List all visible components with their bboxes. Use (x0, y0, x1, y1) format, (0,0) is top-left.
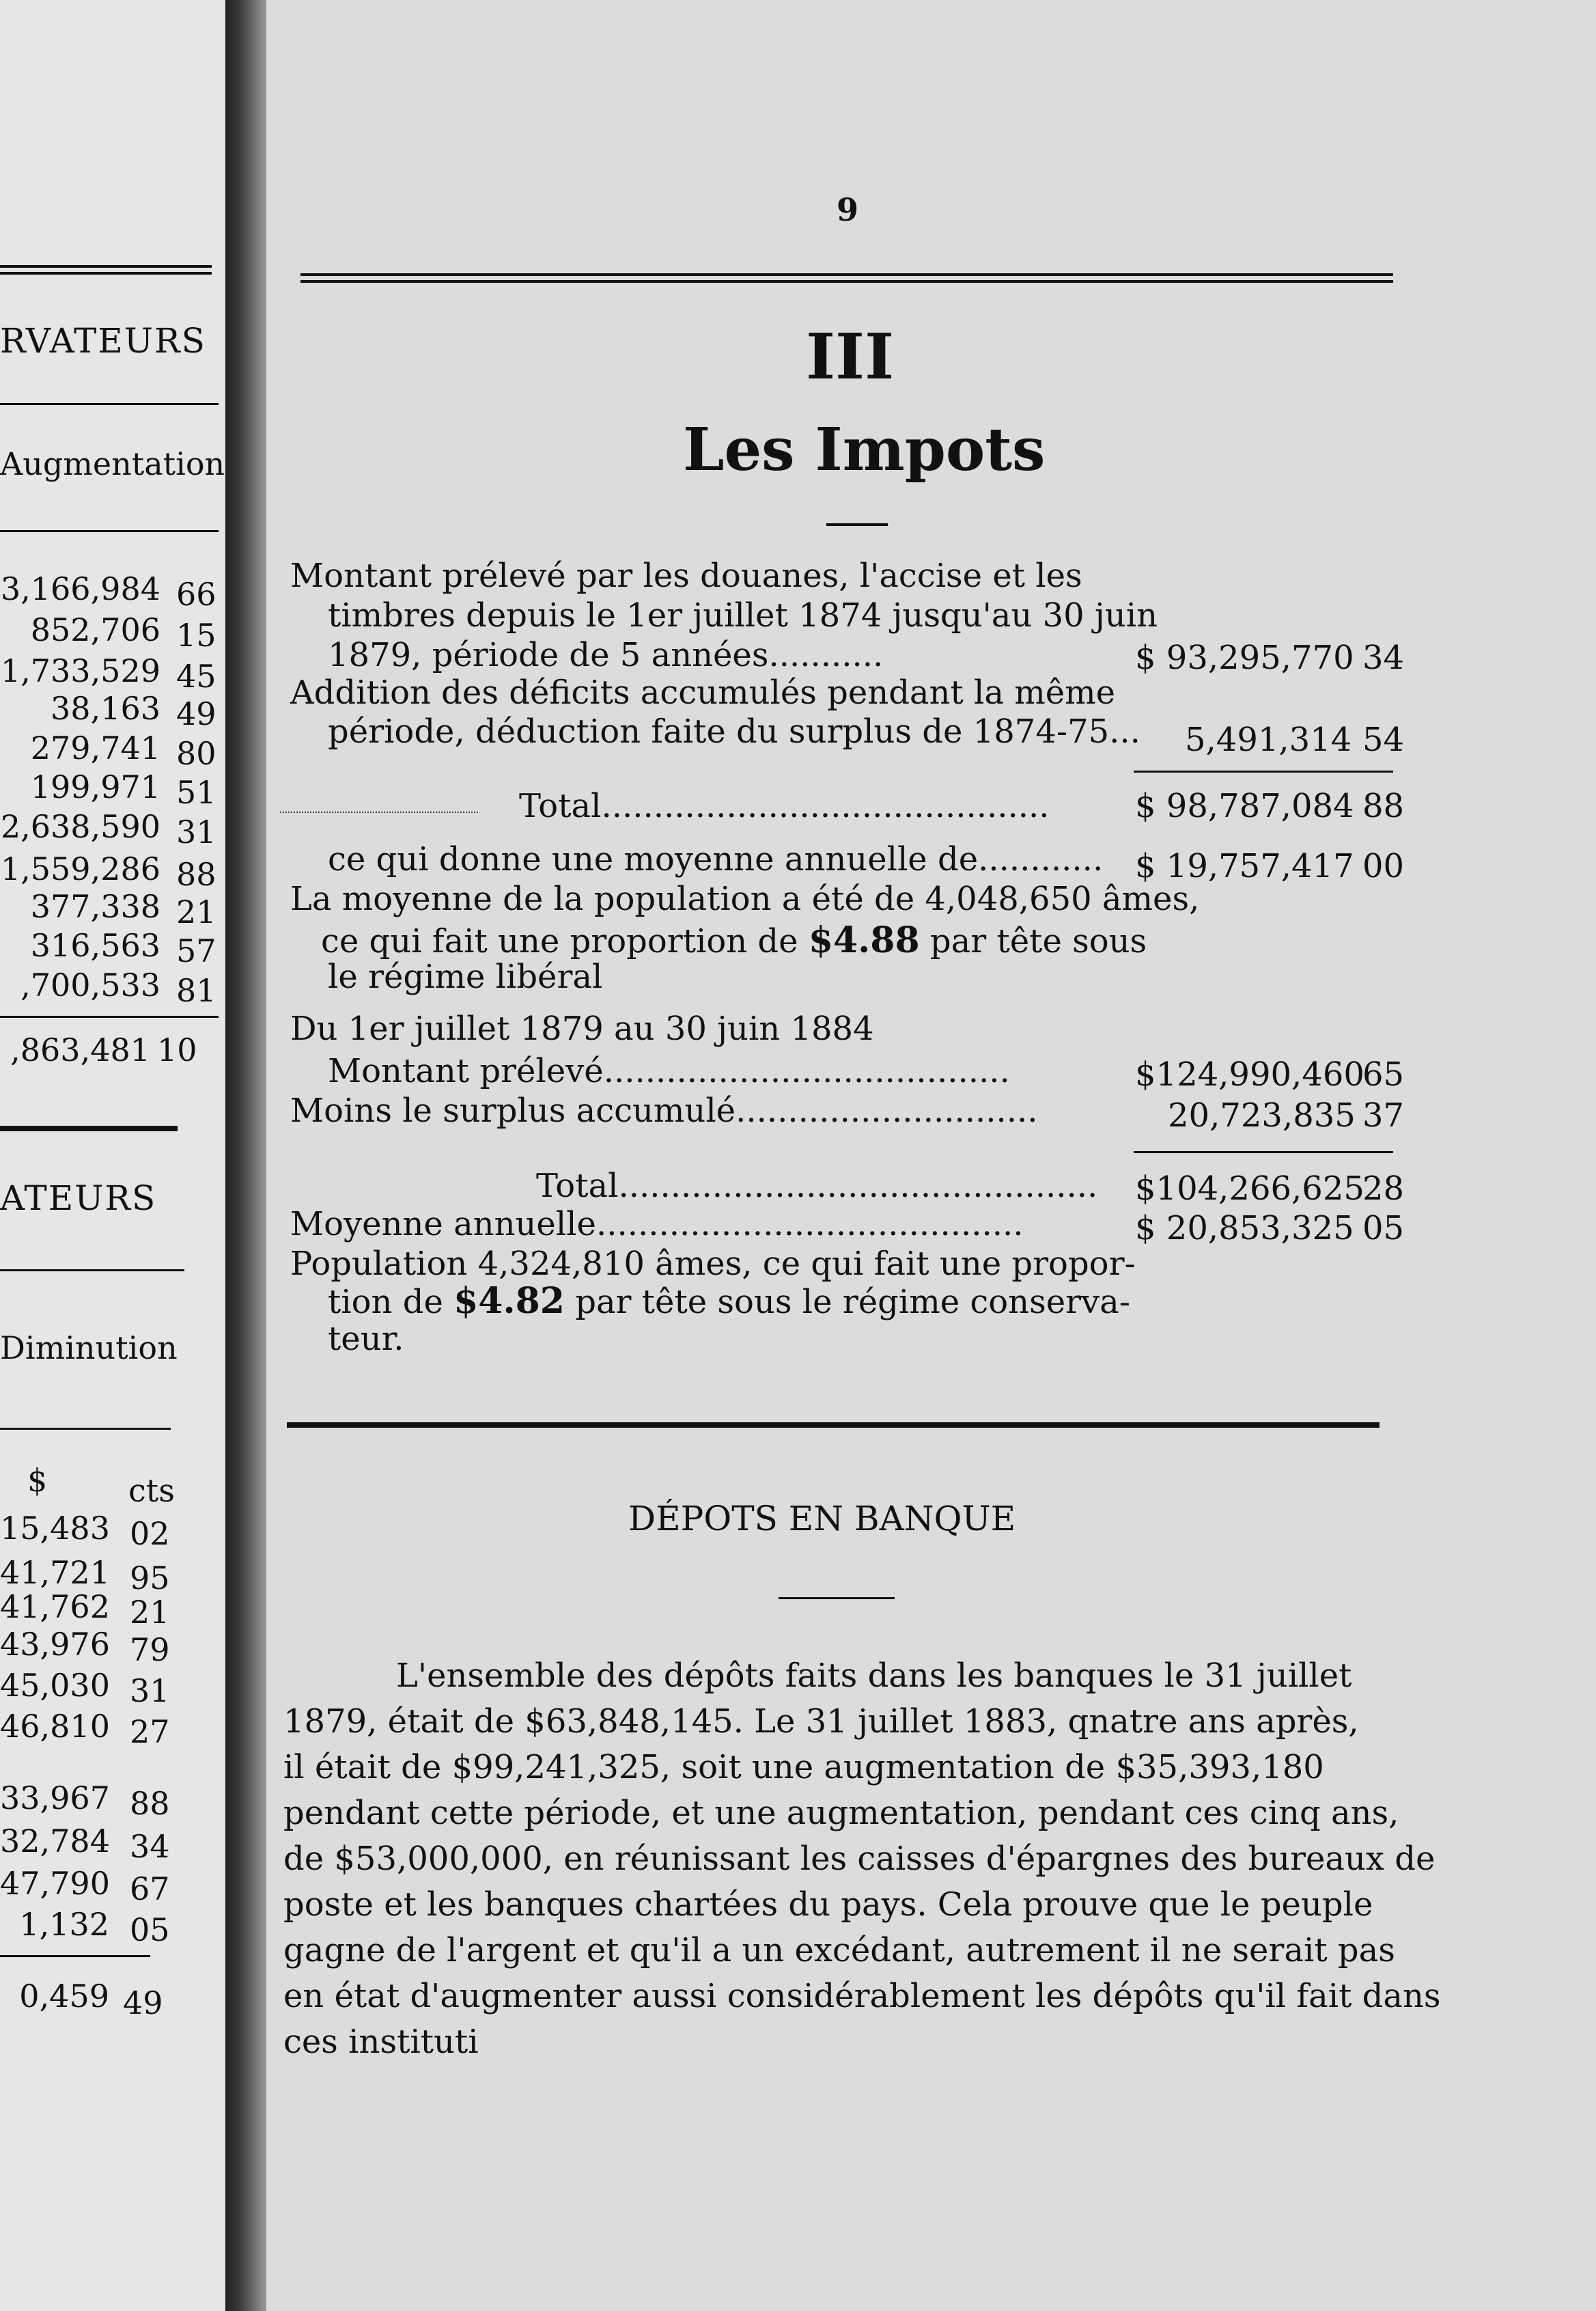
augmentation-value: 2,638,590 (0, 808, 160, 845)
total-rule-1 (1134, 771, 1393, 773)
deposits-paragraph-line: pendant cette période, et une augmentation, pendant ces cinq ans, (283, 1794, 1399, 1832)
augmentation-value: ,700,533 (20, 967, 160, 1004)
surplus-label: Moins le surplus accumulé............................. (290, 1092, 1038, 1130)
augmentation-total: ,863,481 (10, 1032, 150, 1068)
total-2-cents: 28 (1362, 1170, 1405, 1208)
total-rule-2 (1134, 1151, 1393, 1153)
average-1-cents: 00 (1362, 847, 1405, 885)
section-rule (0, 1126, 178, 1131)
diminution-total-cents: 49 (123, 1984, 163, 2021)
deposits-paragraph-line: en état d'augmenter aussi considérablement les dépôts qu'il fait dans (283, 1977, 1441, 2015)
impots-amount-1: $ 93,295,770 (1135, 639, 1354, 677)
impots-cents-2: 54 (1362, 721, 1405, 759)
augmentation-value: 38,163 (51, 690, 160, 727)
augmentation-value: 199,971 (30, 769, 160, 805)
total2-rule (0, 1955, 150, 1957)
diminution-cents: 34 (130, 1828, 170, 1865)
diminution-value: 45,030 (0, 1667, 110, 1704)
augmentation-cents: 31 (176, 814, 216, 850)
augmentation-cents: 49 (176, 695, 216, 732)
surplus-amount: 20,723,835 (1168, 1096, 1356, 1135)
augmentation-cents: 66 (176, 576, 216, 613)
average-2-amount: $ 20,853,325 (1135, 1209, 1354, 1247)
period-2-heading: Du 1er juillet 1879 au 30 juin 1884 (290, 1010, 874, 1048)
deposits-paragraph-line: poste et les banques chartées du pays. Cela prouve que le peuple (283, 1885, 1373, 1924)
population-1-text-a: ce qui fait une proportion de (321, 922, 809, 960)
cents-label: cts (128, 1472, 175, 1509)
levied-label: Montant prélevé....................................... (328, 1052, 1010, 1090)
diminution-value: 41,721 (0, 1554, 110, 1591)
impots-cents-1: 34 (1362, 639, 1405, 677)
population-1-text-c: par tête sous (919, 922, 1147, 960)
subheader-rule (0, 530, 219, 532)
total-2-label: Total.............................................. (536, 1167, 1098, 1205)
augmentation-cents: 51 (176, 774, 216, 811)
diminution-value: 32,784 (0, 1823, 110, 1859)
average-2-label: Moyenne annuelle......................................... (290, 1205, 1024, 1243)
population-2-line-3: teur. (328, 1320, 404, 1358)
deposits-paragraph-line: de $53,000,000, en réunissant les caisses d'épargnes des bureaux de (283, 1840, 1436, 1878)
diminution-value: 47,790 (0, 1865, 110, 1902)
column-heading-conservateurs: RVATEURS (0, 321, 206, 361)
augmentation-value: 3,166,984 (0, 570, 160, 607)
augmentation-cents: 15 (176, 617, 216, 654)
augmentation-cents: 21 (176, 894, 216, 930)
deposits-paragraph-line: ces instituti (283, 2023, 479, 2061)
total-rule (0, 1016, 219, 1018)
total-1-amount: $ 98,787,084 (1135, 787, 1354, 825)
section-numeral: III (806, 320, 895, 393)
deposits-paragraph-line: gagne de l'argent et qu'il a un excédant, autrement il ne serait pas (283, 1931, 1395, 1969)
diminution-value: 43,976 (0, 1626, 110, 1663)
heading2-rule (0, 1269, 184, 1271)
diminution-cents: 67 (130, 1870, 170, 1907)
per-capita-2: $4.82 (453, 1280, 565, 1322)
top-double-rule (300, 273, 1393, 283)
augmentation-cents: 57 (176, 932, 216, 969)
average-1-label: ce qui donne une moyenne annuelle de............ (328, 840, 1104, 878)
section-divider-rule (287, 1422, 1380, 1428)
diminution-cents: 05 (130, 1911, 170, 1948)
separator-rule-1 (280, 812, 478, 813)
levied-amount: $124,990,460 (1135, 1055, 1364, 1094)
population-1-line-2 (321, 919, 1147, 961)
average-2-cents: 05 (1362, 1209, 1405, 1247)
total-1-cents: 88 (1362, 787, 1405, 825)
population-2-text-a: tion de (328, 1283, 454, 1321)
impots-line-3: 1879, période de 5 années........... (328, 636, 884, 674)
impots-line-5: période, déduction faite du surplus de 1874-75... (328, 712, 1140, 751)
deposits-paragraph-line: L'ensemble des dépôts faits dans les banques le 31 juillet (396, 1657, 1352, 1695)
column-heading-liberateurs: ATEURS (0, 1178, 157, 1218)
diminution-cents: 27 (130, 1713, 170, 1750)
column-header-augmentation: Augmentation (0, 445, 225, 482)
deposits-heading: DÉPOTS EN BANQUE (628, 1499, 1016, 1538)
augmentation-value: 279,741 (30, 730, 160, 766)
diminution-cents: 88 (130, 1785, 170, 1822)
average-1-amount: $ 19,757,417 (1135, 847, 1354, 885)
diminution-cents: 31 (130, 1672, 170, 1709)
augmentation-cents: 81 (176, 972, 216, 1009)
page (266, 0, 1596, 2311)
augmentation-cents: 88 (176, 856, 216, 893)
diminution-cents: 95 (130, 1560, 170, 1596)
population-2-line-2 (328, 1280, 1130, 1322)
total-2-amount: $104,266,625 (1135, 1170, 1364, 1208)
diminution-cents: 02 (130, 1515, 170, 1552)
population-2-line-1: Population 4,324,810 âmes, ce qui fait une propor- (290, 1245, 1136, 1283)
impots-line-1: Montant prélevé par les douanes, l'accise et les (290, 557, 1082, 595)
diminution-value: 46,810 (0, 1708, 110, 1745)
deposits-underline (779, 1597, 895, 1599)
book-spine (225, 0, 266, 2311)
total-1-label: Total........................................... (519, 787, 1050, 825)
levied-cents: 65 (1362, 1055, 1405, 1094)
page-number: 9 (837, 191, 859, 228)
surplus-cents: 37 (1362, 1096, 1405, 1135)
population-2-text-c: par tête sous le régime conserva- (564, 1283, 1130, 1321)
deposits-paragraph-line: 1879, était de $63,848,145. Le 31 juillet 1883, qnatre ans après, (283, 1702, 1359, 1741)
diminution-value: 1,132 (19, 1906, 109, 1943)
augmentation-cents: 80 (176, 735, 216, 772)
augmentation-cents: 45 (176, 658, 216, 695)
diminution-cents: 79 (130, 1631, 170, 1668)
augmentation-value: 852,706 (30, 611, 160, 648)
top-double-rule (0, 265, 212, 275)
diminution-value: 41,762 (0, 1588, 110, 1625)
augmentation-value: 1,733,529 (0, 652, 160, 689)
title-underline (826, 523, 888, 526)
diminution-cents: 21 (130, 1594, 170, 1631)
dollar-label: $ (27, 1462, 48, 1499)
per-capita-1: $4.88 (808, 919, 920, 961)
augmentation-total-cents: 10 (157, 1032, 197, 1068)
heading-rule (0, 403, 219, 405)
population-1-line-3: le régime libéral (328, 958, 603, 996)
diminution-value: 15,483 (0, 1510, 110, 1547)
augmentation-value: 316,563 (30, 927, 160, 964)
population-1-line-1: La moyenne de la population a été de 4,048,650 âmes, (290, 880, 1200, 918)
impots-line-4: Addition des déficits accumulés pendant la même (290, 674, 1116, 712)
diminution-total: 0,459 (19, 1978, 109, 2015)
section-title: Les Impots (683, 415, 1046, 484)
impots-amount-2: 5,491,314 (1185, 721, 1352, 759)
previous-page-strip (0, 0, 225, 2311)
diminution-value: 33,967 (0, 1780, 110, 1816)
column-header-diminution: Diminution (0, 1329, 178, 1366)
augmentation-value: 1,559,286 (0, 850, 160, 887)
deposits-paragraph-line: il était de $99,241,325, soit une augmentation de $35,393,180 (283, 1748, 1324, 1786)
impots-line-2: timbres depuis le 1er juillet 1874 jusqu'au 30 juin (328, 596, 1158, 635)
subheader2-rule (0, 1428, 171, 1430)
augmentation-value: 377,338 (30, 888, 160, 925)
